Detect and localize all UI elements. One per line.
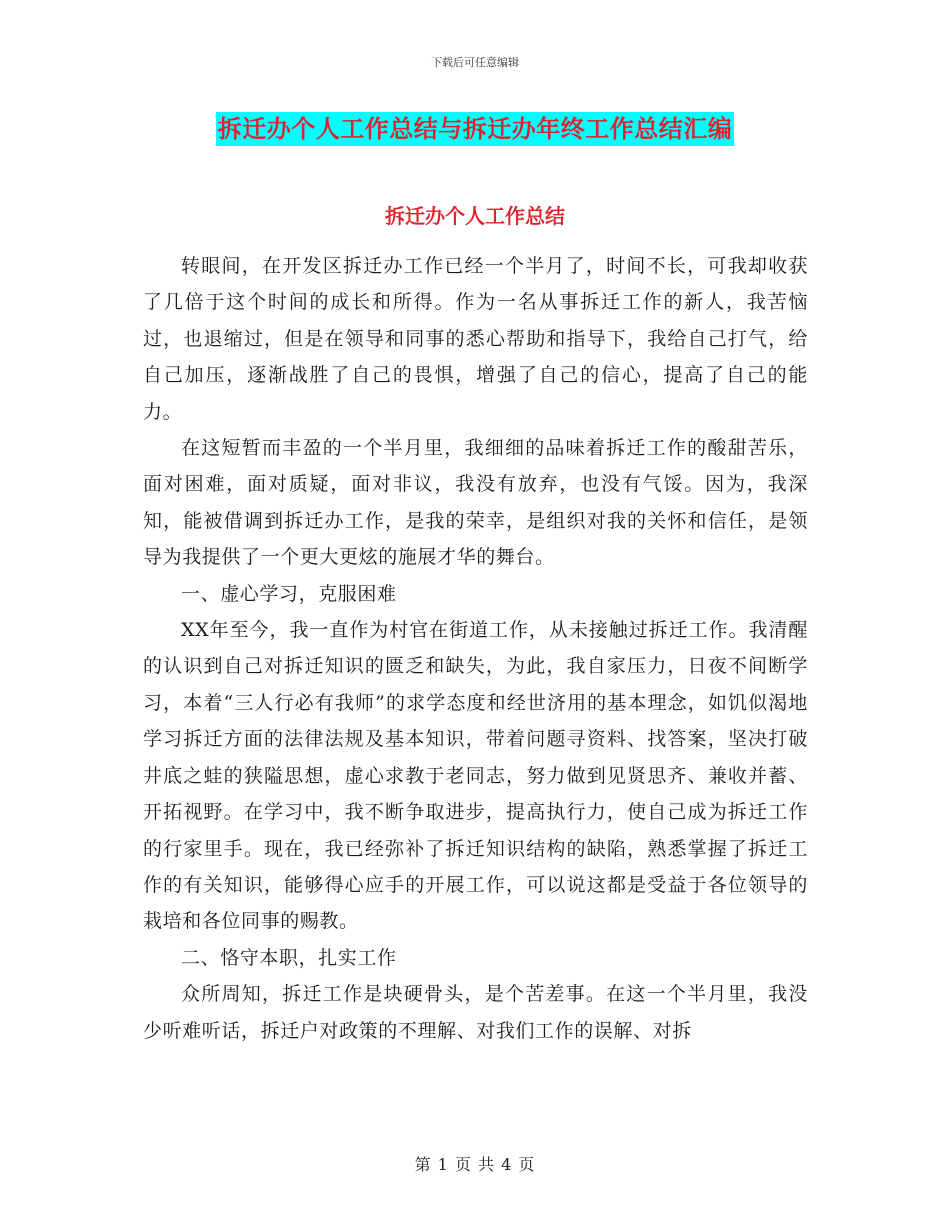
paragraph: XX年至今，我一直作为村官在街道工作，从未接触过拆迁工作。我清醒的认识到自己对拆迁知识的匮乏和缺失，为此，我自家压力，日夜不间断学习，本着“三人行必有我师”的求学态度和经世济用的基本理念，如饥似渴地学习拆迁方面的法律法规及基本知识，带着问题寻资料、找答案，坚决打破井底之蛙的狭隘思想，虚心求教于老同志，努力做到见贤思齐、兼收并蓄、开拓视野。在学习中，我不断争取进步，提高执行力，使自己成为拆迁工作的行家里手。现在，我已经弥补了拆迁知识结构的缺陷，熟悉掌握了拆迁工作的有关知识，能够得心应手的开展工作，可以说这都是受益于各位领导的栽培和各位同事的赐教。 (143, 619, 808, 933)
subheading: 一、虚心学习，克服困难 (181, 582, 397, 605)
subheading: 二、恪守本职，扎实工作 (181, 946, 397, 969)
header-note: 下载后可任意编辑 (431, 56, 519, 69)
paragraph: 转眼间，在开发区拆迁办工作已经一个半月了，时间不长，可我却收获了几倍于这个时间的成长和所得。作为一名从事拆迁工作的新人，我苦恼过，也退缩过，但是在领导和同事的悉心帮助和指导下，我给自己打气，给自己加压，逐渐战胜了自己的畏惧，增强了自己的信心，提高了自己的能力。 (143, 255, 808, 423)
section-title: 拆迁办个人工作总结 (385, 204, 565, 228)
document-title-text: 拆迁办个人工作总结与拆迁办年终工作总结汇编 (216, 112, 735, 146)
page-footer: 第 1 页 共 4 页 (414, 1155, 536, 1174)
document-title (0, 112, 950, 146)
document-body (143, 248, 808, 1049)
paragraph: 众所周知，拆迁工作是块硬骨头，是个苦差事。在这一个半月里，我没少听难听话，拆迁户对政策的不理解、对我们工作的误解、对拆 (143, 983, 808, 1042)
paragraph: 在这短暂而丰盈的一个半月里，我细细的品味着拆迁工作的酸甜苦乐，面对困难，面对质疑，面对非议，我没有放弃，也没有气馁。因为，我深知，能被借调到拆迁办工作，是我的荣幸，是组织对我的关怀和信任，是领导为我提供了一个更大更炫的施展才华的舞台。 (143, 437, 808, 569)
